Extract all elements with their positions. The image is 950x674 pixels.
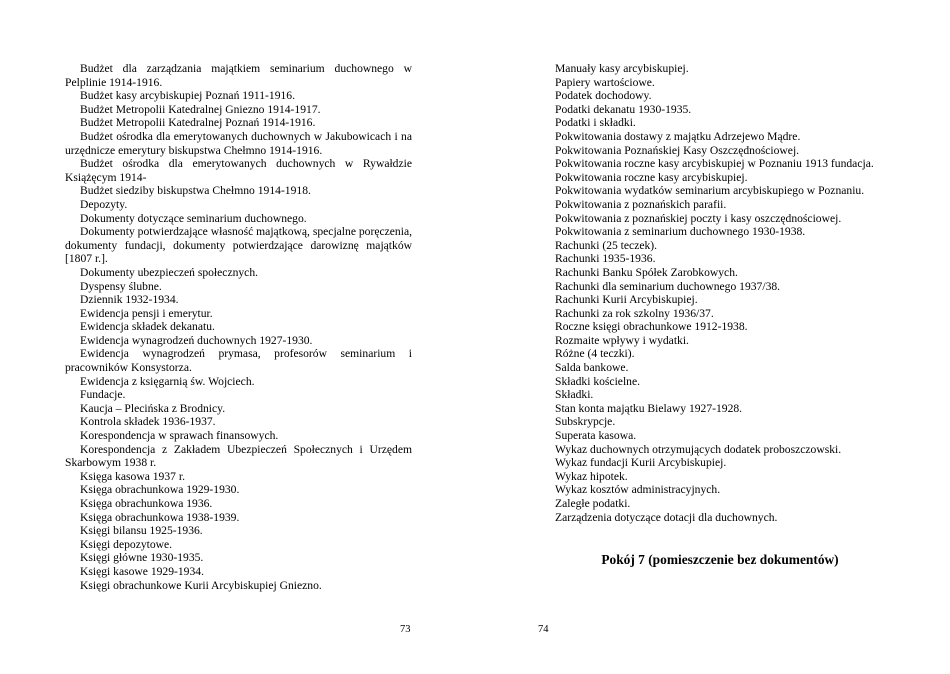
list-entry: Pokwitowania Poznańskiej Kasy Oszczędnościowej. [555,143,800,157]
list-entry: Budżet siedziby biskupstwa Chełmno 1914-1918. [80,184,311,198]
list-entry: Księga obrachunkowa 1929-1930. [80,483,240,497]
right-entry-list [555,62,885,524]
list-entry: Korespondencja w sprawach finansowych. [80,429,279,443]
list-entry: Dziennik 1932-1934. [80,293,179,307]
list-entry: Różne (4 teczki). [555,347,635,361]
list-entry: Składki. [555,388,594,402]
list-entry: Fundacje. [80,388,126,402]
list-entry: Pokwitowania z poznańskiej poczty i kasy oszczędnościowej. [555,211,842,225]
list-entry: Budżet ośrodka dla emerytowanych duchownych w Rywałdzie Książęcym 1914- [65,157,412,184]
list-entry: Podatki dekanatu 1930-1935. [555,102,692,116]
list-entry: Wykaz duchownych otrzymujących dodatek proboszczowski. [555,442,842,456]
list-entry: Pokwitowania dostawy z majątku Adrzejewo Mądre. [555,129,801,143]
list-entry: Pokwitowania roczne kasy arcybiskupiej w Poznaniu 1913 fundacja. [555,157,874,171]
list-entry: Korespondencja z Zakładem Ubezpieczeń Społecznych i Urzędem Skarbowym 1938 r. [65,442,412,470]
list-entry: Rachunki dla seminarium duchownego 1937/38. [555,279,781,293]
list-entry: Dyspensy ślubne. [80,279,162,293]
list-entry: Wykaz hipotek. [555,469,628,483]
list-entry: Pokwitowania wydatków seminarium arcybiskupiego w Poznaniu. [555,184,865,198]
list-entry: Składki kościelne. [555,374,641,388]
list-entry: Księgi kasowe 1929-1934. [80,564,204,578]
list-entry: Superata kasowa. [555,429,637,443]
page-number: 73 [400,624,411,635]
list-entry: Wykaz fundacji Kurii Arcybiskupiej. [555,456,727,470]
list-entry: Rozmaite wpływy i wydatki. [555,333,689,347]
list-entry: Kaucja – Plecińska z Brodnicy. [80,401,226,415]
list-entry: Księgi obrachunkowe Kurii Arcybiskupiej Gniezno. [80,578,322,592]
list-entry: Kontrola składek 1936-1937. [80,415,216,429]
list-entry: Zarządzenia dotyczące dotacji dla duchownych. [555,510,778,524]
list-entry: Subskrypcje. [555,415,616,429]
list-entry: Budżet ośrodka dla emerytowanych duchownych w Jakubowicach i na urzędnicze emerytury biskupstwa Chełmno 1914-1916. [65,129,412,157]
list-entry: Ewidencja pensji i emerytur. [80,306,213,320]
list-entry: Dokumenty potwierdzające własność majątkową, specjalne poręczenia, dokumenty fundacji, dokumenty potwierdzające darowiznę majątków [1807 r.]. [65,225,412,266]
list-entry: Ewidencja wynagrodzeń prymasa, profesorów seminarium i pracowników Konsystorza. [65,347,412,375]
list-entry: Ewidencja z księgarnią św. Wojciech. [80,374,255,388]
list-entry: Pokwitowania z poznańskich parafii. [555,197,727,211]
list-entry: Ewidencja składek dekanatu. [80,320,215,334]
list-entry: Salda bankowe. [555,361,629,375]
list-entry: Budżet dla zarządzania majątkiem seminarium duchownego w Pelplinie 1914-1916. [65,62,412,89]
list-entry: Księga kasowa 1937 r. [80,469,185,483]
list-entry: Księga obrachunkowa 1938-1939. [80,510,240,524]
section-heading: Pokój 7 (pomieszczenie bez dokumentów) [601,552,839,567]
list-entry: Księga obrachunkowa 1936. [80,497,213,510]
list-entry: Wykaz kosztów administracyjnych. [555,483,721,497]
list-entry: Depozyty. [80,197,128,211]
page-number: 74 [538,624,549,635]
list-entry: Księgi bilansu 1925-1936. [80,524,203,538]
list-entry: Księgi depozytowe. [80,537,173,551]
list-entry: Papiery wartościowe. [555,75,655,89]
list-entry: Podatek dochodowy. [555,89,652,103]
left-entry-list [65,62,412,592]
list-entry: Pokwitowania roczne kasy arcybiskupiej. [555,170,748,184]
list-entry: Księgi główne 1930-1935. [80,551,204,565]
list-entry: Stan konta majątku Bielawy 1927-1928. [555,401,743,415]
list-entry: Rachunki 1935-1936. [555,252,656,266]
list-entry: Dokumenty ubezpieczeń społecznych. [80,265,259,279]
list-entry: Zaległe podatki. [555,497,631,510]
list-entry: Roczne księgi obrachunkowe 1912-1938. [555,320,748,334]
list-entry: Rachunki Kurii Arcybiskupiej. [555,293,698,307]
list-entry: Rachunki (25 teczek). [555,238,658,252]
list-entry: Rachunki za rok szkolny 1936/37. [555,306,714,320]
list-entry: Pokwitowania z seminarium duchownego 1930-1938. [555,225,806,239]
list-entry: Ewidencja wynagrodzeń duchownych 1927-1930. [80,333,313,347]
list-entry: Budżet Metropolii Katedralnej Gniezno 1914-1917. [80,102,321,116]
list-entry: Budżet Metropolii Katedralnej Poznań 1914-1916. [80,116,316,130]
list-entry: Rachunki Banku Spółek Zarobkowych. [555,265,738,279]
right-page [475,0,950,674]
list-entry: Manuały kasy arcybiskupiej. [555,62,689,75]
list-entry: Podatki i składki. [555,116,636,130]
list-entry: Dokumenty dotyczące seminarium duchownego. [80,211,307,225]
list-entry: Budżet kasy arcybiskupiej Poznań 1911-1916. [80,89,295,103]
